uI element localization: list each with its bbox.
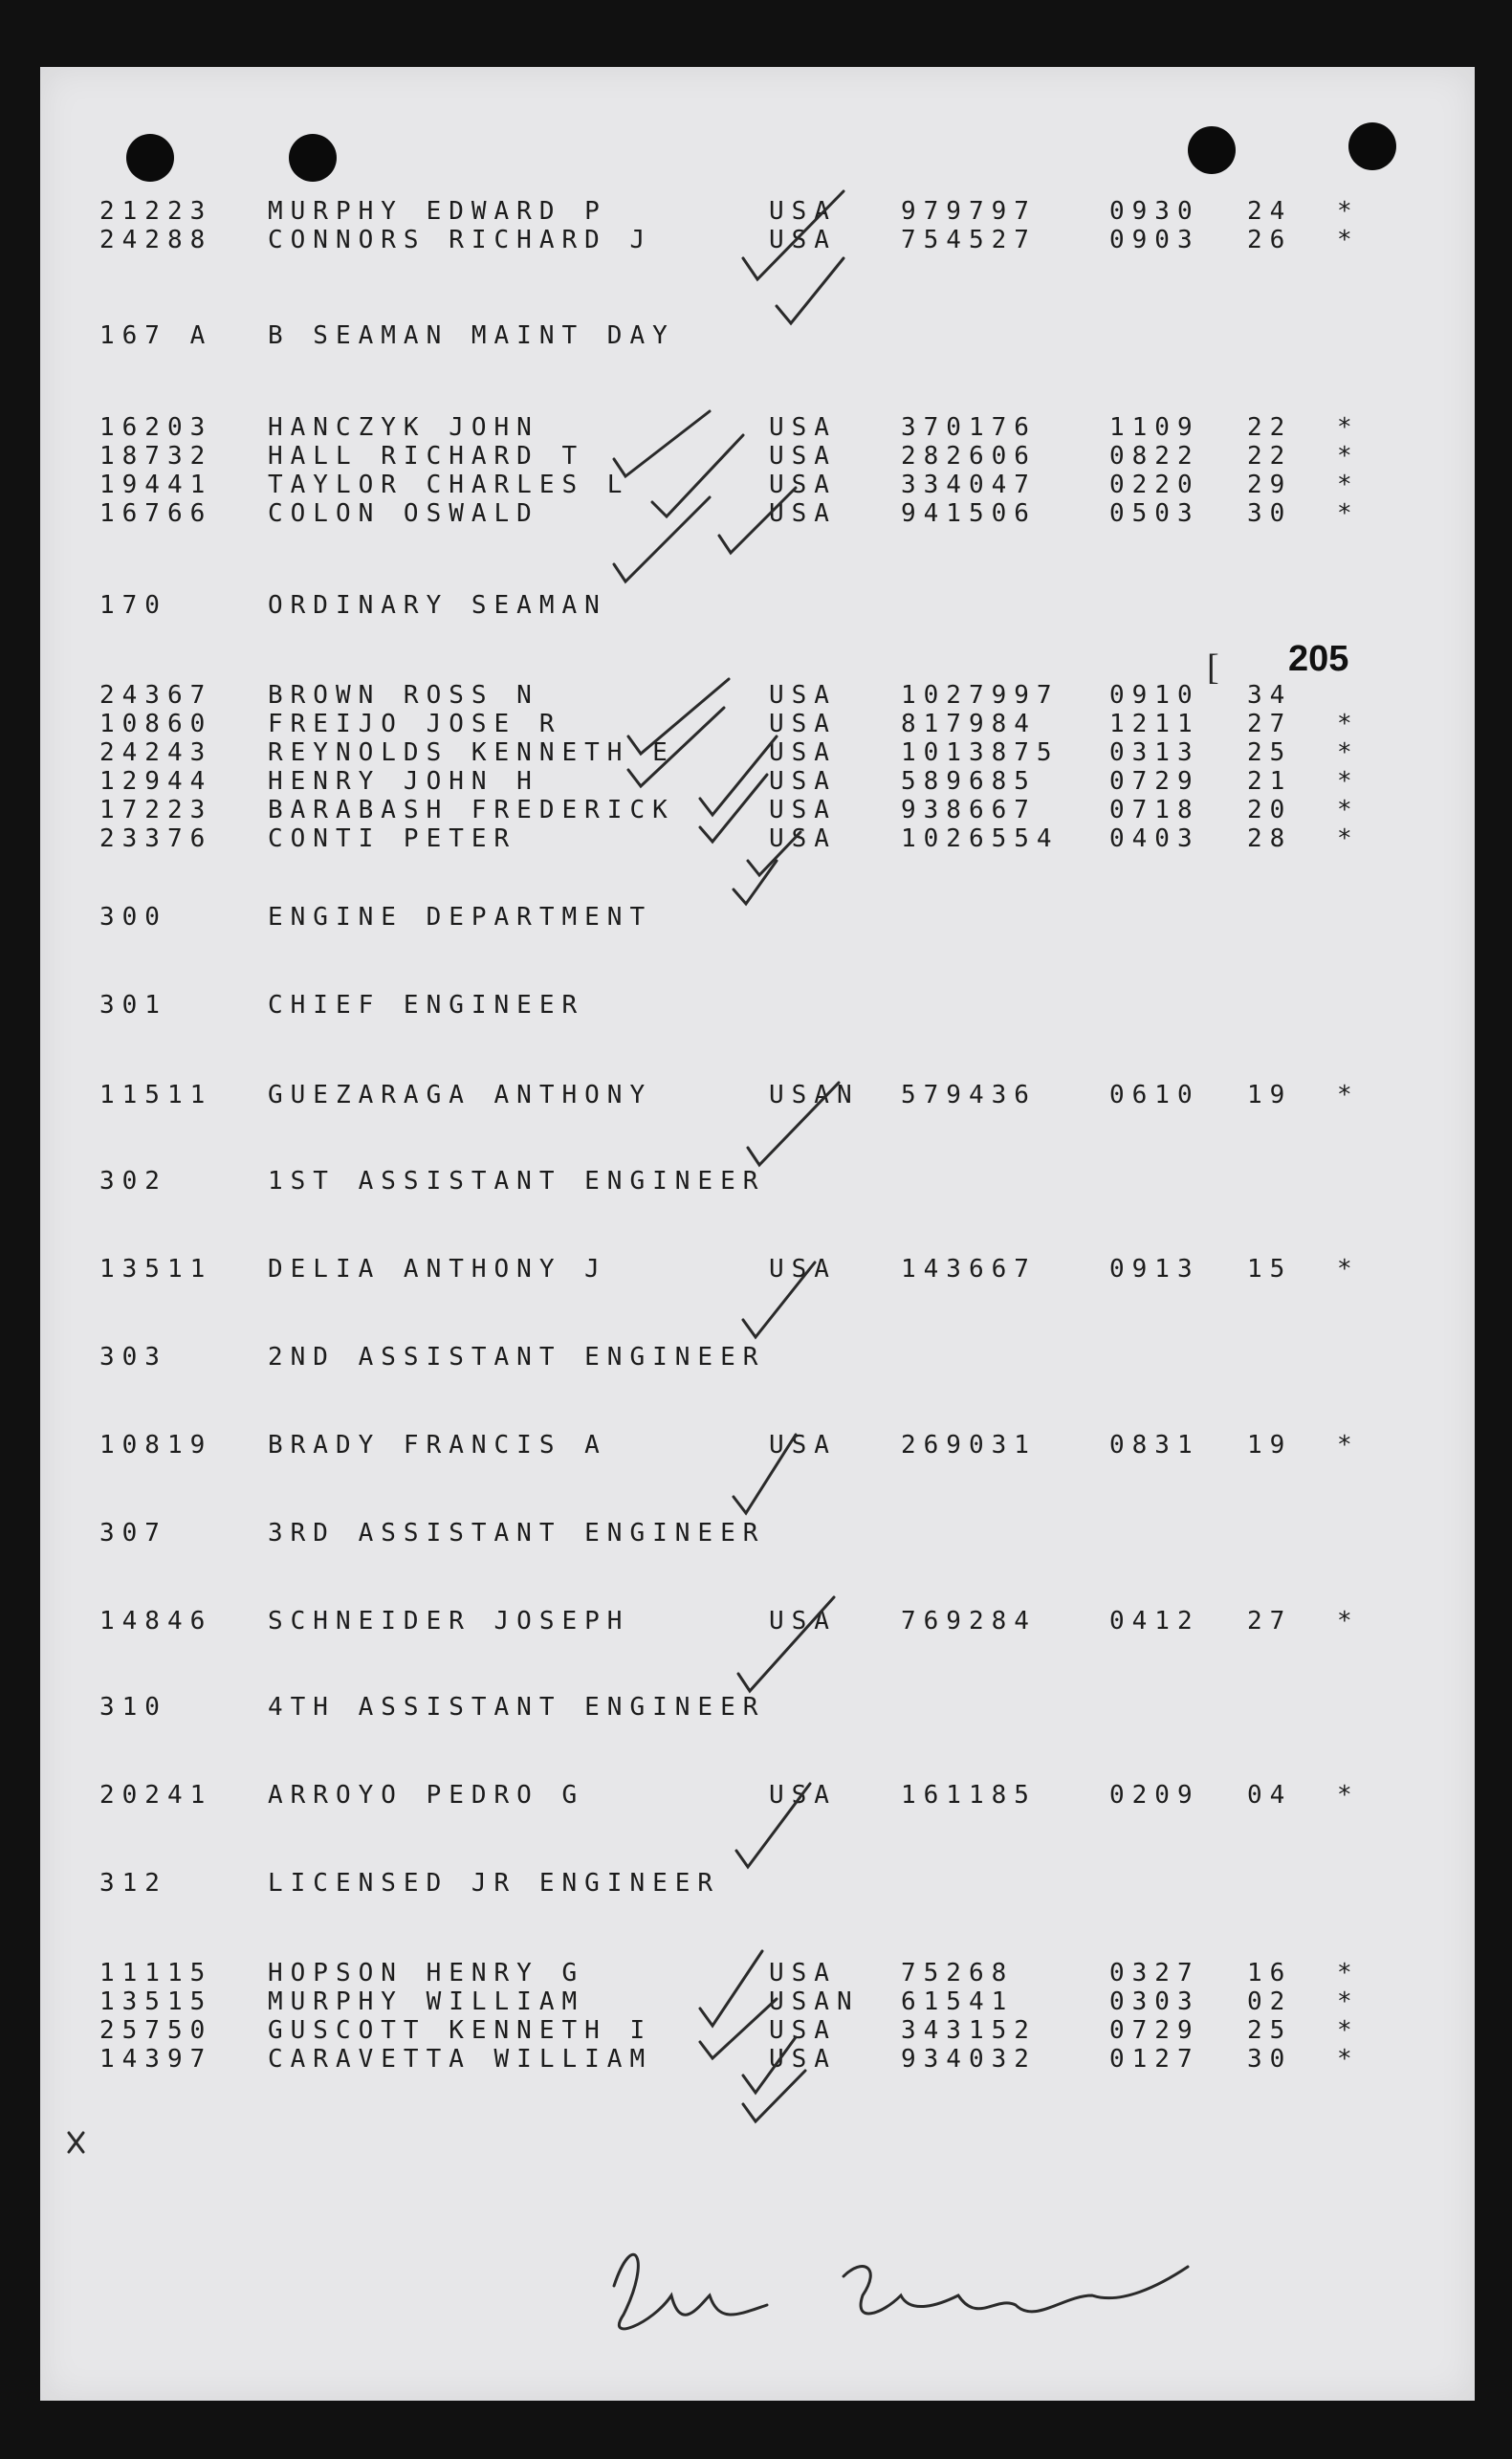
flag-mark: * [1337, 767, 1360, 796]
flag-mark: * [1337, 824, 1360, 853]
date-code: 0913 [1109, 1255, 1200, 1284]
document-number: 941506 [901, 499, 1037, 528]
age: 30 [1247, 499, 1293, 528]
flag-mark: * [1337, 442, 1360, 471]
age: 26 [1247, 226, 1293, 254]
age: 27 [1247, 710, 1293, 738]
crew-name: HOPSON HENRY G [268, 1959, 585, 1987]
crew-name: FREIJO JOSE R [268, 710, 562, 738]
date-code: 0903 [1109, 226, 1200, 254]
citizenship: USA [769, 1431, 837, 1460]
code: 170 [99, 591, 167, 620]
flag-mark: * [1337, 1081, 1360, 1109]
age: 24 [1247, 197, 1293, 226]
citizenship: USA [769, 1781, 837, 1810]
crew-number: 12944 [99, 767, 213, 796]
citizenship: USA [769, 442, 837, 471]
crew-number: 25750 [99, 2016, 213, 2045]
crew-name: ARROYO PEDRO G [268, 1781, 585, 1810]
citizenship: USA [769, 1255, 837, 1284]
citizenship: USA [769, 824, 837, 853]
crew-number: 11115 [99, 1959, 213, 1987]
age: 29 [1247, 471, 1293, 499]
age: 16 [1247, 1959, 1293, 1987]
citizenship: USA [769, 471, 837, 499]
citizenship: USA [769, 2016, 837, 2045]
code: 302 [99, 1167, 167, 1196]
flag-mark: * [1337, 710, 1360, 738]
document-page [40, 67, 1475, 2401]
crew-name: MURPHY WILLIAM [268, 1987, 585, 2016]
crew-name: CARAVETTA WILLIAM [268, 2045, 653, 2074]
citizenship: USAN [769, 1987, 860, 2016]
title: ORDINARY SEAMAN [268, 591, 607, 620]
title: 4TH ASSISTANT ENGINEER [268, 1693, 766, 1722]
crew-number: 18732 [99, 442, 213, 471]
title: 3RD ASSISTANT ENGINEER [268, 1519, 766, 1548]
crew-name: BARABASH FREDERICK [268, 796, 675, 824]
age: 28 [1247, 824, 1293, 853]
crew-number: 16766 [99, 499, 213, 528]
page-number: 205 [1288, 639, 1349, 679]
document-number: 1013875 [901, 738, 1060, 767]
crew-number: 17223 [99, 796, 213, 824]
date-code: 0313 [1109, 738, 1200, 767]
age: 20 [1247, 796, 1293, 824]
date-code: 1109 [1109, 413, 1200, 442]
document-number: 370176 [901, 413, 1037, 442]
crew-number: 10860 [99, 710, 213, 738]
citizenship: USA [769, 681, 837, 710]
handwritten-marks [40, 67, 1475, 2401]
age: 27 [1247, 1607, 1293, 1636]
flag-mark: * [1337, 471, 1360, 499]
date-code: 0412 [1109, 1607, 1200, 1636]
code: 310 [99, 1693, 167, 1722]
flag-mark: * [1337, 1431, 1360, 1460]
document-number: 1026554 [901, 824, 1060, 853]
crew-number: 20241 [99, 1781, 213, 1810]
code: 301 [99, 991, 167, 1020]
flag-mark: * [1337, 226, 1360, 254]
date-code: 0729 [1109, 767, 1200, 796]
crew-number: 21223 [99, 197, 213, 226]
flag-mark: * [1337, 1959, 1360, 1987]
crew-number: 24288 [99, 226, 213, 254]
document-number: 589685 [901, 767, 1037, 796]
crew-number: 11511 [99, 1081, 213, 1109]
date-code: 0910 [1109, 681, 1200, 710]
flag-mark: * [1337, 1607, 1360, 1636]
document-number: 769284 [901, 1607, 1037, 1636]
age: 15 [1247, 1255, 1293, 1284]
document-number: 61541 [901, 1987, 1015, 2016]
citizenship: USA [769, 413, 837, 442]
flag-mark: * [1337, 1781, 1360, 1810]
crew-number: 24367 [99, 681, 213, 710]
document-number: 161185 [901, 1781, 1037, 1810]
document-number: 1027997 [901, 681, 1060, 710]
code: 300 [99, 903, 167, 932]
age: 04 [1247, 1781, 1293, 1810]
date-code: 0930 [1109, 197, 1200, 226]
crew-name: HALL RICHARD T [268, 442, 585, 471]
date-code: 0403 [1109, 824, 1200, 853]
date-code: 0831 [1109, 1431, 1200, 1460]
date-code: 0127 [1109, 2045, 1200, 2074]
citizenship: USA [769, 226, 837, 254]
crew-name: BRADY FRANCIS A [268, 1431, 607, 1460]
citizenship: USA [769, 499, 837, 528]
citizenship: USA [769, 738, 837, 767]
age: 19 [1247, 1431, 1293, 1460]
flag-mark: * [1337, 2045, 1360, 2074]
crew-name: CONNORS RICHARD J [268, 226, 653, 254]
flag-mark: * [1337, 413, 1360, 442]
date-code: 0503 [1109, 499, 1200, 528]
code: 167 A [99, 321, 213, 350]
crew-number: 14397 [99, 2045, 213, 2074]
citizenship: USAN [769, 1081, 860, 1109]
flag-mark: * [1337, 1255, 1360, 1284]
title: ENGINE DEPARTMENT [268, 903, 653, 932]
age: 02 [1247, 1987, 1293, 2016]
crew-name: HANCZYK JOHN [268, 413, 539, 442]
crew-number: 14846 [99, 1607, 213, 1636]
citizenship: USA [769, 2045, 837, 2074]
flag-mark: * [1337, 796, 1360, 824]
document-number: 75268 [901, 1959, 1015, 1987]
date-code: 1211 [1109, 710, 1200, 738]
citizenship: USA [769, 796, 837, 824]
age: 19 [1247, 1081, 1293, 1109]
flag-mark: * [1337, 197, 1360, 226]
age: 30 [1247, 2045, 1293, 2074]
citizenship: USA [769, 767, 837, 796]
crew-name: COLON OSWALD [268, 499, 539, 528]
document-number: 938667 [901, 796, 1037, 824]
document-number: 343152 [901, 2016, 1037, 2045]
crew-name: GUEZARAGA ANTHONY [268, 1081, 653, 1109]
document-number: 143667 [901, 1255, 1037, 1284]
document-number: 934032 [901, 2045, 1037, 2074]
age: 22 [1247, 442, 1293, 471]
crew-number: 19441 [99, 471, 213, 499]
title: 1ST ASSISTANT ENGINEER [268, 1167, 766, 1196]
date-code: 0327 [1109, 1959, 1200, 1987]
date-code: 0718 [1109, 796, 1200, 824]
flag-mark: * [1337, 738, 1360, 767]
title: 2ND ASSISTANT ENGINEER [268, 1343, 766, 1372]
document-number: 979797 [901, 197, 1037, 226]
crew-number: 23376 [99, 824, 213, 853]
crew-number: 24243 [99, 738, 213, 767]
age: 22 [1247, 413, 1293, 442]
crew-number: 13515 [99, 1987, 213, 2016]
crew-number: 13511 [99, 1255, 213, 1284]
age: 25 [1247, 2016, 1293, 2045]
code: 312 [99, 1869, 167, 1898]
citizenship: USA [769, 197, 837, 226]
title: B SEAMAN MAINT DAY [268, 321, 675, 350]
flag-mark: * [1337, 499, 1360, 528]
crew-name: DELIA ANTHONY J [268, 1255, 607, 1284]
age: 25 [1247, 738, 1293, 767]
crew-name: BROWN ROSS N [268, 681, 539, 710]
date-code: 0822 [1109, 442, 1200, 471]
document-number: 817984 [901, 710, 1037, 738]
citizenship: USA [769, 1959, 837, 1987]
crew-name: SCHNEIDER JOSEPH [268, 1607, 630, 1636]
crew-name: REYNOLDS KENNETH E [268, 738, 675, 767]
code: 303 [99, 1343, 167, 1372]
age: 34 [1247, 681, 1293, 710]
date-code: 0729 [1109, 2016, 1200, 2045]
bracket-mark: [ [1207, 648, 1219, 688]
code: 307 [99, 1519, 167, 1548]
flag-mark: * [1337, 1987, 1360, 2016]
age: 21 [1247, 767, 1293, 796]
crew-name: GUSCOTT KENNETH I [268, 2016, 653, 2045]
date-code: 0303 [1109, 1987, 1200, 2016]
flag-mark: * [1337, 2016, 1360, 2045]
title: CHIEF ENGINEER [268, 991, 585, 1020]
title: LICENSED JR ENGINEER [268, 1869, 721, 1898]
document-number: 754527 [901, 226, 1037, 254]
date-code: 0220 [1109, 471, 1200, 499]
date-code: 0610 [1109, 1081, 1200, 1109]
document-number: 282606 [901, 442, 1037, 471]
document-number: 579436 [901, 1081, 1037, 1109]
document-number: 269031 [901, 1431, 1037, 1460]
crew-name: CONTI PETER [268, 824, 517, 853]
date-code: 0209 [1109, 1781, 1200, 1810]
citizenship: USA [769, 1607, 837, 1636]
crew-name: HENRY JOHN H [268, 767, 539, 796]
citizenship: USA [769, 710, 837, 738]
crew-number: 10819 [99, 1431, 213, 1460]
crew-name: MURPHY EDWARD P [268, 197, 607, 226]
crew-name: TAYLOR CHARLES L [268, 471, 630, 499]
document-number: 334047 [901, 471, 1037, 499]
crew-number: 16203 [99, 413, 213, 442]
